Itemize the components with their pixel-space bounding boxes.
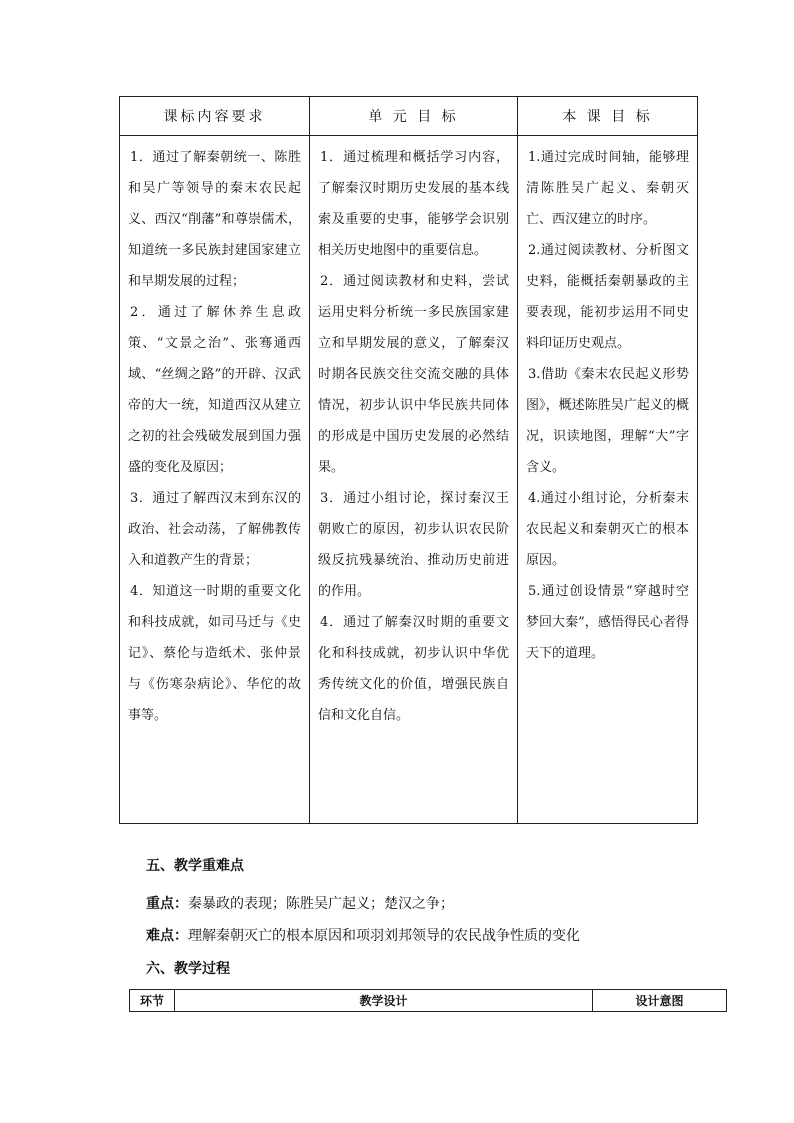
lesson-goals-cell: [518, 136, 703, 824]
goals-body-row: [120, 136, 698, 824]
list-item: 5.通过创设情景“穿越时空 梦回大秦”，感悟得民心者得天下的道理。: [526, 584, 703, 661]
standard-requirements-cell: [120, 136, 310, 824]
difficult-points-line: [146, 925, 580, 945]
header-unit-goals: 单 元 目 标: [310, 97, 518, 136]
list-item: 3.借助《秦末农民起义形势图》，概述陈胜吴广起义的概况，识读地图，理解“大”字含义。: [526, 367, 689, 475]
header-stage: 环节: [130, 990, 175, 1012]
process-header-row: [130, 990, 727, 1012]
list-item: 4.通过小组讨论，分析秦末农民起义和秦朝灭亡的根本原因。: [526, 491, 689, 568]
list-item: 1.通过完成时间轴，能够理清陈胜吴广起义、秦朝灭亡、西汉建立的时序。: [526, 150, 689, 227]
difficult-points-label: 难点：: [146, 928, 188, 944]
list-item: 2．通过了解休养生息政策、“文景之治”、张骞通西域、“丝绸之路”的开辟、汉武帝的大一统，知道西汉从建立之初的社会残破发展到国力强盛的变化及原因；: [128, 305, 301, 475]
header-standard-requirements: 课标内容要求: [120, 97, 310, 136]
list-item: 4．通过了解秦汉时期的重要文化和科技成就，初步认识中华优秀传统文化的价值，增强民族自信和文化自信。: [318, 615, 509, 723]
difficult-points-text: 理解秦朝灭亡的根本原因和项羽刘邦领导的农民战争性质的变化: [188, 928, 580, 944]
list-item: 3．通过了解西汉末到东汉的政治、社会动荡，了解佛教传入和道教产生的背景；: [128, 491, 301, 568]
header-lesson-goals: 本 课 目 标: [518, 97, 698, 136]
list-item: 3．通过小组讨论，探讨秦汉王朝败亡的原因，初步认识农民阶级反抗残暴统治、推动历史前进的作用。: [318, 491, 509, 599]
goals-header-row: [120, 97, 698, 136]
key-points-text: 秦暴政的表现；陈胜吴广起义；楚汉之争；: [188, 896, 454, 912]
key-points-line: [146, 893, 454, 913]
key-points-label: 重点：: [146, 896, 188, 912]
list-item: 1．通过梳理和概括学习内容，了解秦汉时期历史发展的基本线索及重要的史事，能够学会识别相关历史地图中的重要信息。: [318, 150, 509, 258]
header-design-intent: 设计意图: [593, 990, 727, 1012]
goals-table: [119, 96, 703, 824]
list-item: 2．通过阅读教材和史料，尝试运用史料分析统一多民族国家建立和早期发展的意义，了解秦汉时期各民族交往交流交融的具体情况，初步认识中华民族共同体的形成是中国历史发展的必然结果。: [318, 274, 509, 475]
unit-goals-cell: [310, 136, 518, 824]
section5-heading: 五、教学重难点: [146, 858, 244, 874]
section6-heading: 六、教学过程: [146, 961, 230, 977]
teaching-process-table: [129, 989, 727, 1012]
list-item: 4．知道这一时期的重要文化和科技成就，如司马迁与《史记》、蔡伦与造纸术、张仲景与《伤寒杂病论》、华佗的故事等。: [128, 584, 301, 723]
list-item: 2.通过阅读教材、分析图文史料，能概括秦朝暴政的主要表现，能初步运用不同史料印证历史观点。: [526, 243, 689, 351]
header-teaching-design: 教学设计: [175, 990, 593, 1012]
list-item: 1．通过了解秦朝统一、陈胜和吴广等领导的秦末农民起义、西汉“削藩”和尊崇儒术，知道统一多民族封建国家建立和早期发展的过程；: [128, 150, 301, 289]
